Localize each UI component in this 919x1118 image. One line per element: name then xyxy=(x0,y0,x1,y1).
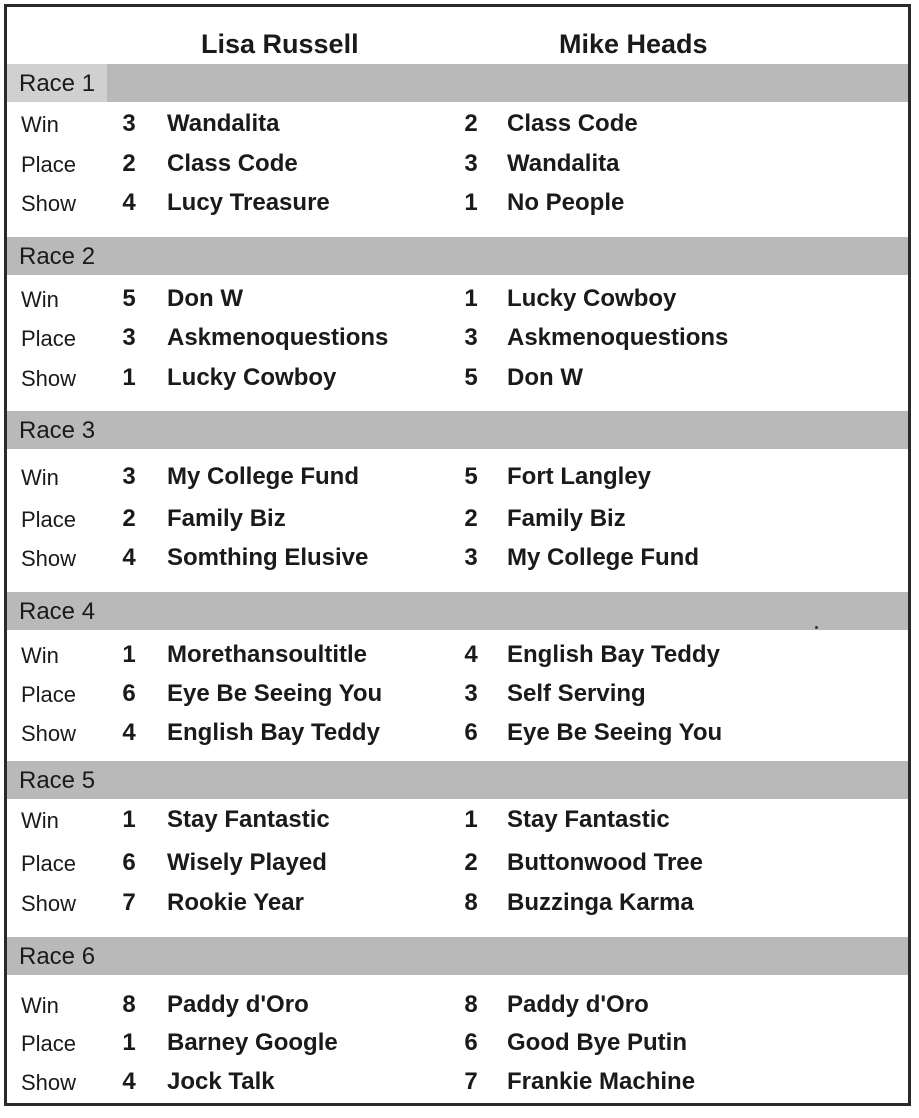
mike-horse-number: 1 xyxy=(464,806,478,833)
lisa-horse-number: 4 xyxy=(122,544,136,571)
mike-horse-name: My College Fund xyxy=(507,544,699,571)
lisa-horse-name: Stay Fantastic xyxy=(167,806,330,833)
mike-horse-number: 7 xyxy=(464,1068,478,1095)
mike-horse-number: 5 xyxy=(464,463,478,490)
mike-horse-name: Fort Langley xyxy=(507,463,652,490)
mike-horse-name: No People xyxy=(507,189,625,216)
mike-horse-number: 3 xyxy=(464,544,478,571)
finish-position: Win xyxy=(21,112,59,137)
mike-horse-number: 1 xyxy=(464,189,478,216)
mike-horse-number: 6 xyxy=(464,1029,478,1056)
lisa-horse-name: Wandalita xyxy=(167,110,280,137)
mike-horse-name: Family Biz xyxy=(507,505,626,532)
lisa-horse-number: 6 xyxy=(122,680,136,707)
pick-row xyxy=(7,108,908,142)
lisa-horse-number: 6 xyxy=(122,849,136,876)
lisa-horse-name: Don W xyxy=(167,285,243,312)
pick-row xyxy=(7,804,908,838)
mike-horse-name: Eye Be Seeing You xyxy=(507,719,723,746)
lisa-horse-name: Wisely Played xyxy=(167,849,327,876)
finish-position: Show xyxy=(21,191,77,216)
pick-row xyxy=(7,187,908,221)
pick-row xyxy=(7,322,908,356)
lisa-horse-number: 8 xyxy=(122,991,136,1018)
race-label: Race 3 xyxy=(19,417,96,444)
lisa-horse-number: 2 xyxy=(122,150,136,177)
pick-row xyxy=(7,847,908,881)
lisa-horse-name: English Bay Teddy xyxy=(167,719,380,746)
pick-row xyxy=(7,542,908,576)
pick-row xyxy=(7,989,908,1023)
pick-row xyxy=(7,283,908,317)
race-header-bar xyxy=(7,937,908,975)
lisa-horse-name: Lucy Treasure xyxy=(167,189,330,216)
lisa-horse-name: Barney Google xyxy=(167,1029,338,1056)
lisa-horse-number: 3 xyxy=(122,110,136,137)
pick-row xyxy=(7,148,908,182)
mike-horse-name: Good Bye Putin xyxy=(507,1029,687,1056)
lisa-horse-name: Morethansoultitle xyxy=(167,641,368,668)
race-label: Race 1 xyxy=(19,70,96,97)
lisa-horse-number: 1 xyxy=(122,364,136,391)
race-header-bar xyxy=(7,64,908,102)
mike-horse-name: Don W xyxy=(507,364,583,391)
finish-position: Win xyxy=(21,993,59,1018)
pick-row xyxy=(7,1066,908,1100)
mike-horse-number: 2 xyxy=(464,849,478,876)
finish-position: Show xyxy=(21,1070,77,1095)
race-header-bar xyxy=(7,237,908,275)
mike-horse-name: Stay Fantastic xyxy=(507,806,670,833)
mike-horse-name: Class Code xyxy=(507,110,638,137)
mike-horse-name: Buttonwood Tree xyxy=(507,849,703,876)
finish-position: Win xyxy=(21,808,59,833)
lisa-horse-number: 1 xyxy=(122,806,136,833)
pick-row xyxy=(7,461,908,495)
race-header-bar xyxy=(7,592,908,630)
lisa-horse-number: 7 xyxy=(122,889,136,916)
mike-horse-number: 8 xyxy=(464,889,478,916)
race-header-bar xyxy=(7,761,908,799)
finish-position: Win xyxy=(21,287,59,312)
lisa-horse-number: 5 xyxy=(122,285,136,312)
finish-position: Place xyxy=(21,1031,77,1056)
lisa-horse-number: 3 xyxy=(122,463,136,490)
mike-horse-number: 2 xyxy=(464,505,478,532)
pick-row xyxy=(7,503,908,537)
finish-position: Show xyxy=(21,891,77,916)
finish-position: Show xyxy=(21,366,77,391)
race-label: Race 4 xyxy=(19,598,96,625)
race-label: Race 6 xyxy=(19,943,96,970)
mike-horse-number: 3 xyxy=(464,324,478,351)
pick-row xyxy=(7,678,908,712)
lisa-horse-number: 1 xyxy=(122,641,136,668)
lisa-horse-number: 4 xyxy=(122,719,136,746)
lisa-horse-number: 3 xyxy=(122,324,136,351)
lisa-horse-name: Lucky Cowboy xyxy=(167,364,337,391)
lisa-horse-name: Jock Talk xyxy=(167,1068,275,1095)
finish-position: Place xyxy=(21,326,77,351)
lisa-horse-name: Family Biz xyxy=(167,505,286,532)
race-header-bar xyxy=(7,411,908,449)
pick-row xyxy=(7,1027,908,1061)
header-lisa-russell: Lisa Russell xyxy=(201,29,359,59)
mike-horse-number: 8 xyxy=(464,991,478,1018)
finish-position: Place xyxy=(21,507,77,532)
lisa-horse-number: 4 xyxy=(122,1068,136,1095)
pick-row xyxy=(7,887,908,921)
lisa-horse-name: Somthing Elusive xyxy=(167,544,369,571)
stray-dot xyxy=(815,626,818,629)
mike-horse-name: Paddy d'Oro xyxy=(507,991,649,1018)
finish-position: Place xyxy=(21,682,77,707)
mike-horse-number: 5 xyxy=(464,364,478,391)
mike-horse-number: 4 xyxy=(464,641,478,668)
pick-row xyxy=(7,362,908,396)
mike-horse-number: 3 xyxy=(464,150,478,177)
finish-position: Win xyxy=(21,465,59,490)
mike-horse-name: Self Serving xyxy=(507,680,646,707)
lisa-horse-name: Askmenoquestions xyxy=(167,324,389,351)
finish-position: Place xyxy=(21,152,77,177)
lisa-horse-name: Eye Be Seeing You xyxy=(167,680,383,707)
finish-position: Win xyxy=(21,643,59,668)
mike-horse-number: 6 xyxy=(464,719,478,746)
mike-horse-name: Frankie Machine xyxy=(507,1068,696,1095)
mike-horse-number: 3 xyxy=(464,680,478,707)
header-mike-heads: Mike Heads xyxy=(559,29,708,59)
mike-horse-name: English Bay Teddy xyxy=(507,641,720,668)
finish-position: Show xyxy=(21,721,77,746)
picks-table xyxy=(4,4,911,1106)
lisa-horse-name: My College Fund xyxy=(167,463,359,490)
pick-row xyxy=(7,717,908,751)
mike-horse-number: 1 xyxy=(464,285,478,312)
lisa-horse-number: 4 xyxy=(122,189,136,216)
mike-horse-name: Buzzinga Karma xyxy=(507,889,694,916)
mike-horse-number: 2 xyxy=(464,110,478,137)
race-label: Race 5 xyxy=(19,767,96,794)
pick-row xyxy=(7,639,908,673)
mike-horse-name: Askmenoquestions xyxy=(507,324,729,351)
finish-position: Place xyxy=(21,851,77,876)
finish-position: Show xyxy=(21,546,77,571)
lisa-horse-number: 1 xyxy=(122,1029,136,1056)
mike-horse-name: Lucky Cowboy xyxy=(507,285,677,312)
lisa-horse-name: Paddy d'Oro xyxy=(167,991,309,1018)
lisa-horse-name: Rookie Year xyxy=(167,889,304,916)
mike-horse-name: Wandalita xyxy=(507,150,620,177)
lisa-horse-number: 2 xyxy=(122,505,136,532)
lisa-horse-name: Class Code xyxy=(167,150,298,177)
race-label: Race 2 xyxy=(19,243,96,270)
